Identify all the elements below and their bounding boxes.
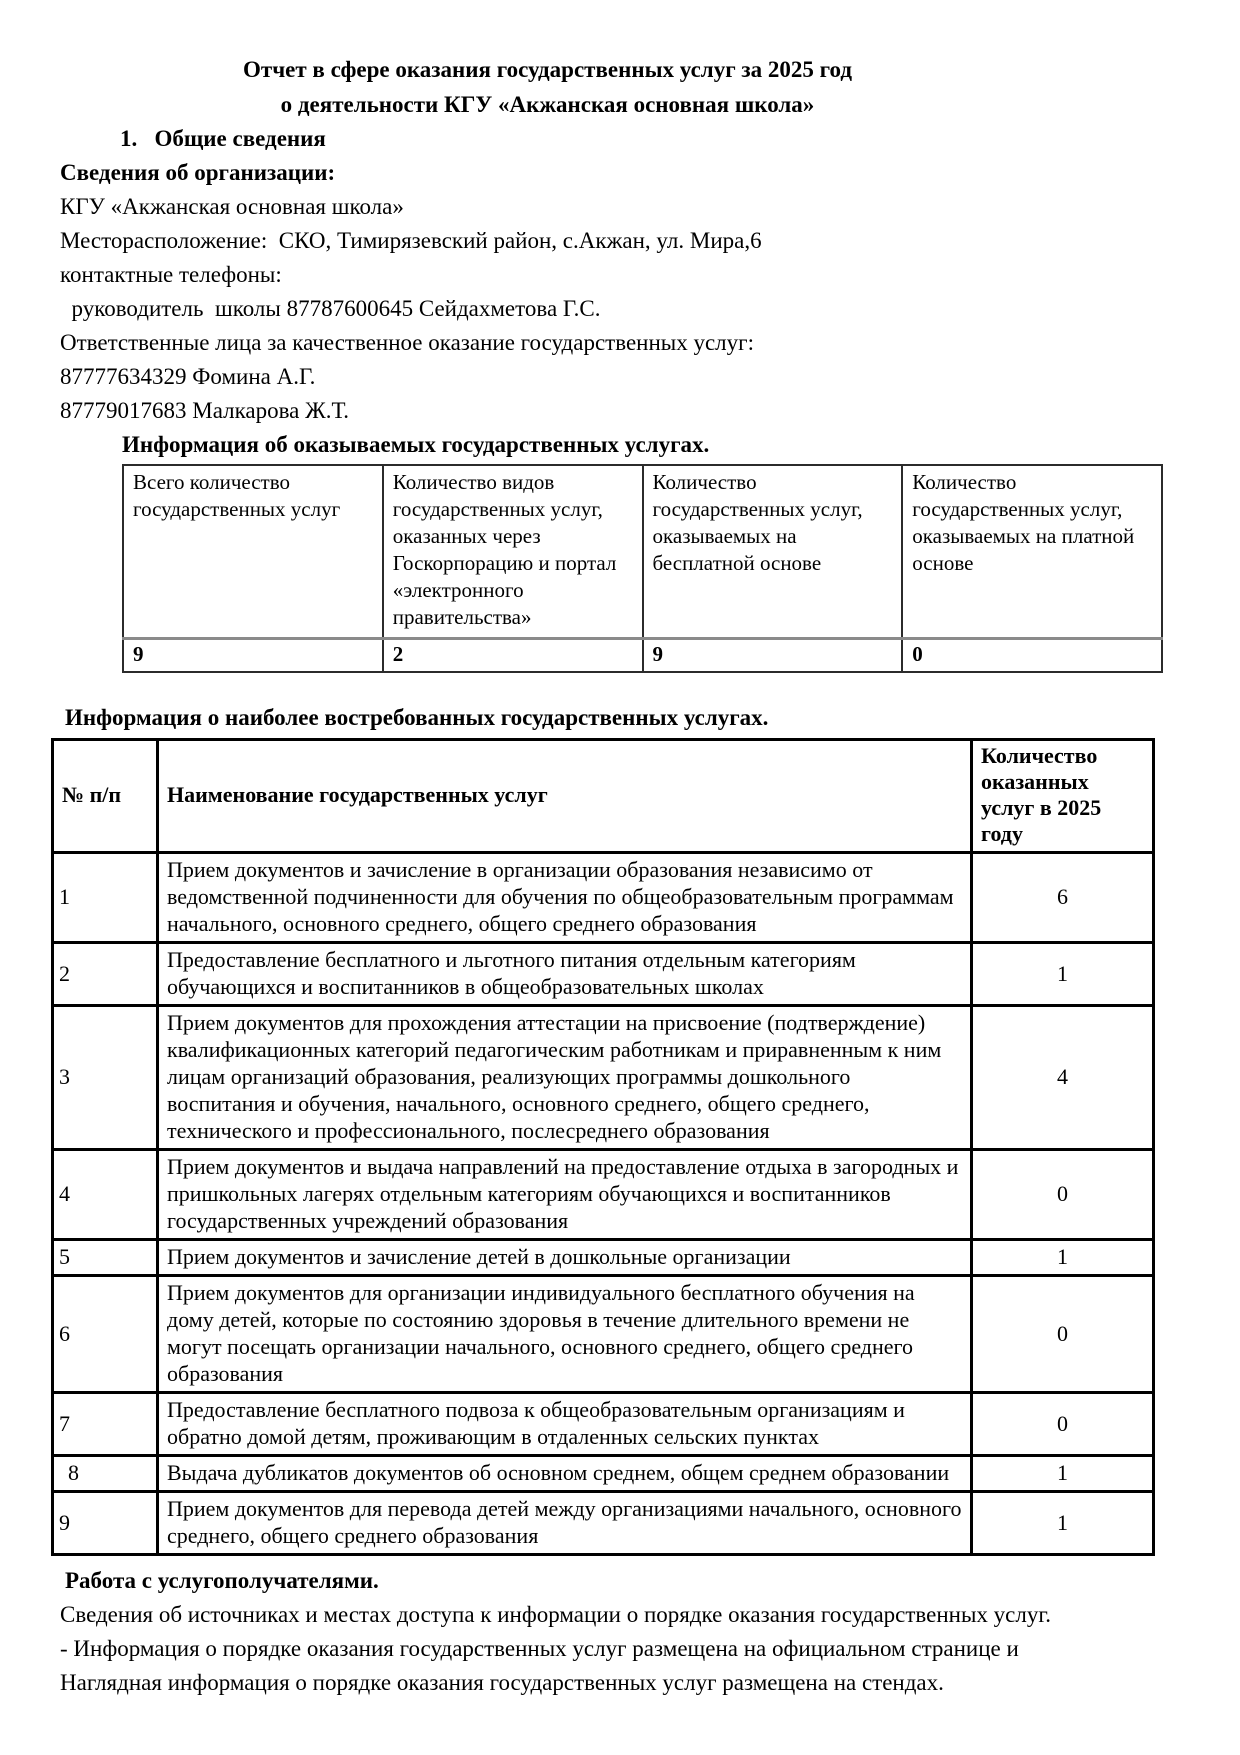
footer-line-official-page: - Информация о порядке оказания государственных услуг размещена на официальном странице и <box>60 1636 1019 1661</box>
service-name: Выдача дубликатов документов об основном среднем, общем среднем образовании <box>158 1456 972 1492</box>
org-info-heading: Сведения об организации: <box>60 160 336 185</box>
table-row <box>53 1276 1154 1393</box>
service-name: Прием документов и зачисление детей в дошкольные организации <box>158 1240 972 1276</box>
row-number: 4 <box>53 1150 158 1240</box>
service-count: 6 <box>972 853 1154 943</box>
table-row <box>53 1492 1154 1555</box>
table-header-row <box>53 740 1154 853</box>
col-header-number: № п/п <box>53 740 158 853</box>
service-name: Предоставление бесплатного подвоза к общеобразовательным организациям и обратно домой детям, проживающим в отдаленных сельских пунктах <box>158 1393 972 1456</box>
org-responsible-2: 87779017683 Малкарова Ж.Т. <box>60 398 349 423</box>
summary-value-egov: 2 <box>383 639 643 673</box>
footer-line-sources: Сведения об источниках и местах доступа к информации о порядке оказания государственных услуг. <box>60 1602 1051 1627</box>
summary-header-free: Количество государственных услуг, оказываемых на бесплатной основе <box>643 465 903 639</box>
row-number: 1 <box>53 853 158 943</box>
table-row <box>53 1006 1154 1150</box>
service-name: Прием документов и выдача направлений на предоставление отдыха в загородных и пришкольных лагерях отдельным категориям обучающихся и воспитанников государственных учреждений образования <box>158 1150 972 1240</box>
services-table-caption: Информация об оказываемых государственных услугах. <box>122 432 710 457</box>
org-director-line: руководитель школы 87787600645 Сейдахметова Г.С. <box>60 296 601 321</box>
service-count: 1 <box>972 1492 1154 1555</box>
summary-header-total: Всего количество государственных услуг <box>123 465 383 639</box>
table-row <box>53 1456 1154 1492</box>
services-summary-table <box>122 464 1163 673</box>
org-responsible-label: Ответственные лица за качественное оказание государственных услуг: <box>60 330 754 355</box>
org-location-line: Месторасположение: СКО, Тимирязевский район, с.Акжан, ул. Мира,6 <box>60 228 762 253</box>
title-line-1: Отчет в сфере оказания государственных услуг за 2025 год <box>243 57 852 82</box>
row-number: 7 <box>53 1393 158 1456</box>
row-number: 8 <box>53 1456 158 1492</box>
title-line-2: о деятельности КГУ «Акжанская основная школа» <box>280 92 815 117</box>
service-count: 1 <box>972 943 1154 1006</box>
col-header-count: Количество оказанных услуг в 2025 году <box>972 740 1154 853</box>
row-number: 9 <box>53 1492 158 1555</box>
document-title <box>60 52 1035 122</box>
table-row <box>123 639 1162 673</box>
footer-heading: Работа с услугополучателями. <box>65 1568 379 1593</box>
summary-header-paid: Количество государственных услуг, оказываемых на платной основе <box>902 465 1162 639</box>
service-name: Прием документов для перевода детей между организациями начального, основного среднего, общего среднего образования <box>158 1492 972 1555</box>
popular-services-table <box>51 738 1155 1556</box>
service-name: Предоставление бесплатного и льготного питания отдельным категориям обучающихся и воспитанников в общеобразовательных школах <box>158 943 972 1006</box>
table-row <box>53 1240 1154 1276</box>
table-row <box>53 1393 1154 1456</box>
summary-value-paid: 0 <box>902 639 1162 673</box>
col-header-service-name: Наименование государственных услуг <box>158 740 972 853</box>
service-count: 1 <box>972 1240 1154 1276</box>
section-1-heading: 1. Общие сведения <box>120 126 326 151</box>
service-name: Прием документов для прохождения аттестации на присвоение (подтверждение) квалификационных категорий педагогическим работникам и приравненным к ним лицам организаций образования, реализующих программы дошкольного воспитания и обучения, начального, основного среднего, общего среднего, технического и профессионального, послесреднего образования <box>158 1006 972 1150</box>
service-name: Прием документов и зачисление в организации образования независимо от ведомственной подчиненности для обучения по общеобразовательным программам начального, основного среднего, общего среднего образования <box>158 853 972 943</box>
table-row <box>53 1150 1154 1240</box>
row-number: 3 <box>53 1006 158 1150</box>
popular-services-caption: Информация о наиболее востребованных государственных услугах. <box>65 705 769 730</box>
service-count: 0 <box>972 1276 1154 1393</box>
org-responsible-1: 87777634329 Фомина А.Г. <box>60 364 316 389</box>
org-phones-label: контактные телефоны: <box>60 262 282 287</box>
service-count: 1 <box>972 1456 1154 1492</box>
service-count: 4 <box>972 1006 1154 1150</box>
table-row <box>53 853 1154 943</box>
summary-value-total: 9 <box>123 639 383 673</box>
row-number: 5 <box>53 1240 158 1276</box>
summary-value-free: 9 <box>643 639 903 673</box>
service-count: 0 <box>972 1393 1154 1456</box>
service-count: 0 <box>972 1150 1154 1240</box>
service-name: Прием документов для организации индивидуального бесплатного обучения на дому детей, которые по состоянию здоровья в течение длительного времени не могут посещать организации начального, основного среднего, общего среднего образования <box>158 1276 972 1393</box>
summary-header-egov: Количество видов государственных услуг, оказанных через Госкорпорацию и портал «электронного правительства» <box>383 465 643 639</box>
row-number: 6 <box>53 1276 158 1393</box>
table-row <box>123 465 1162 639</box>
table-row <box>53 943 1154 1006</box>
org-name-line: КГУ «Акжанская основная школа» <box>60 194 404 219</box>
row-number: 2 <box>53 943 158 1006</box>
footer-line-stands: Наглядная информация о порядке оказания государственных услуг размещена на стендах. <box>60 1670 944 1695</box>
